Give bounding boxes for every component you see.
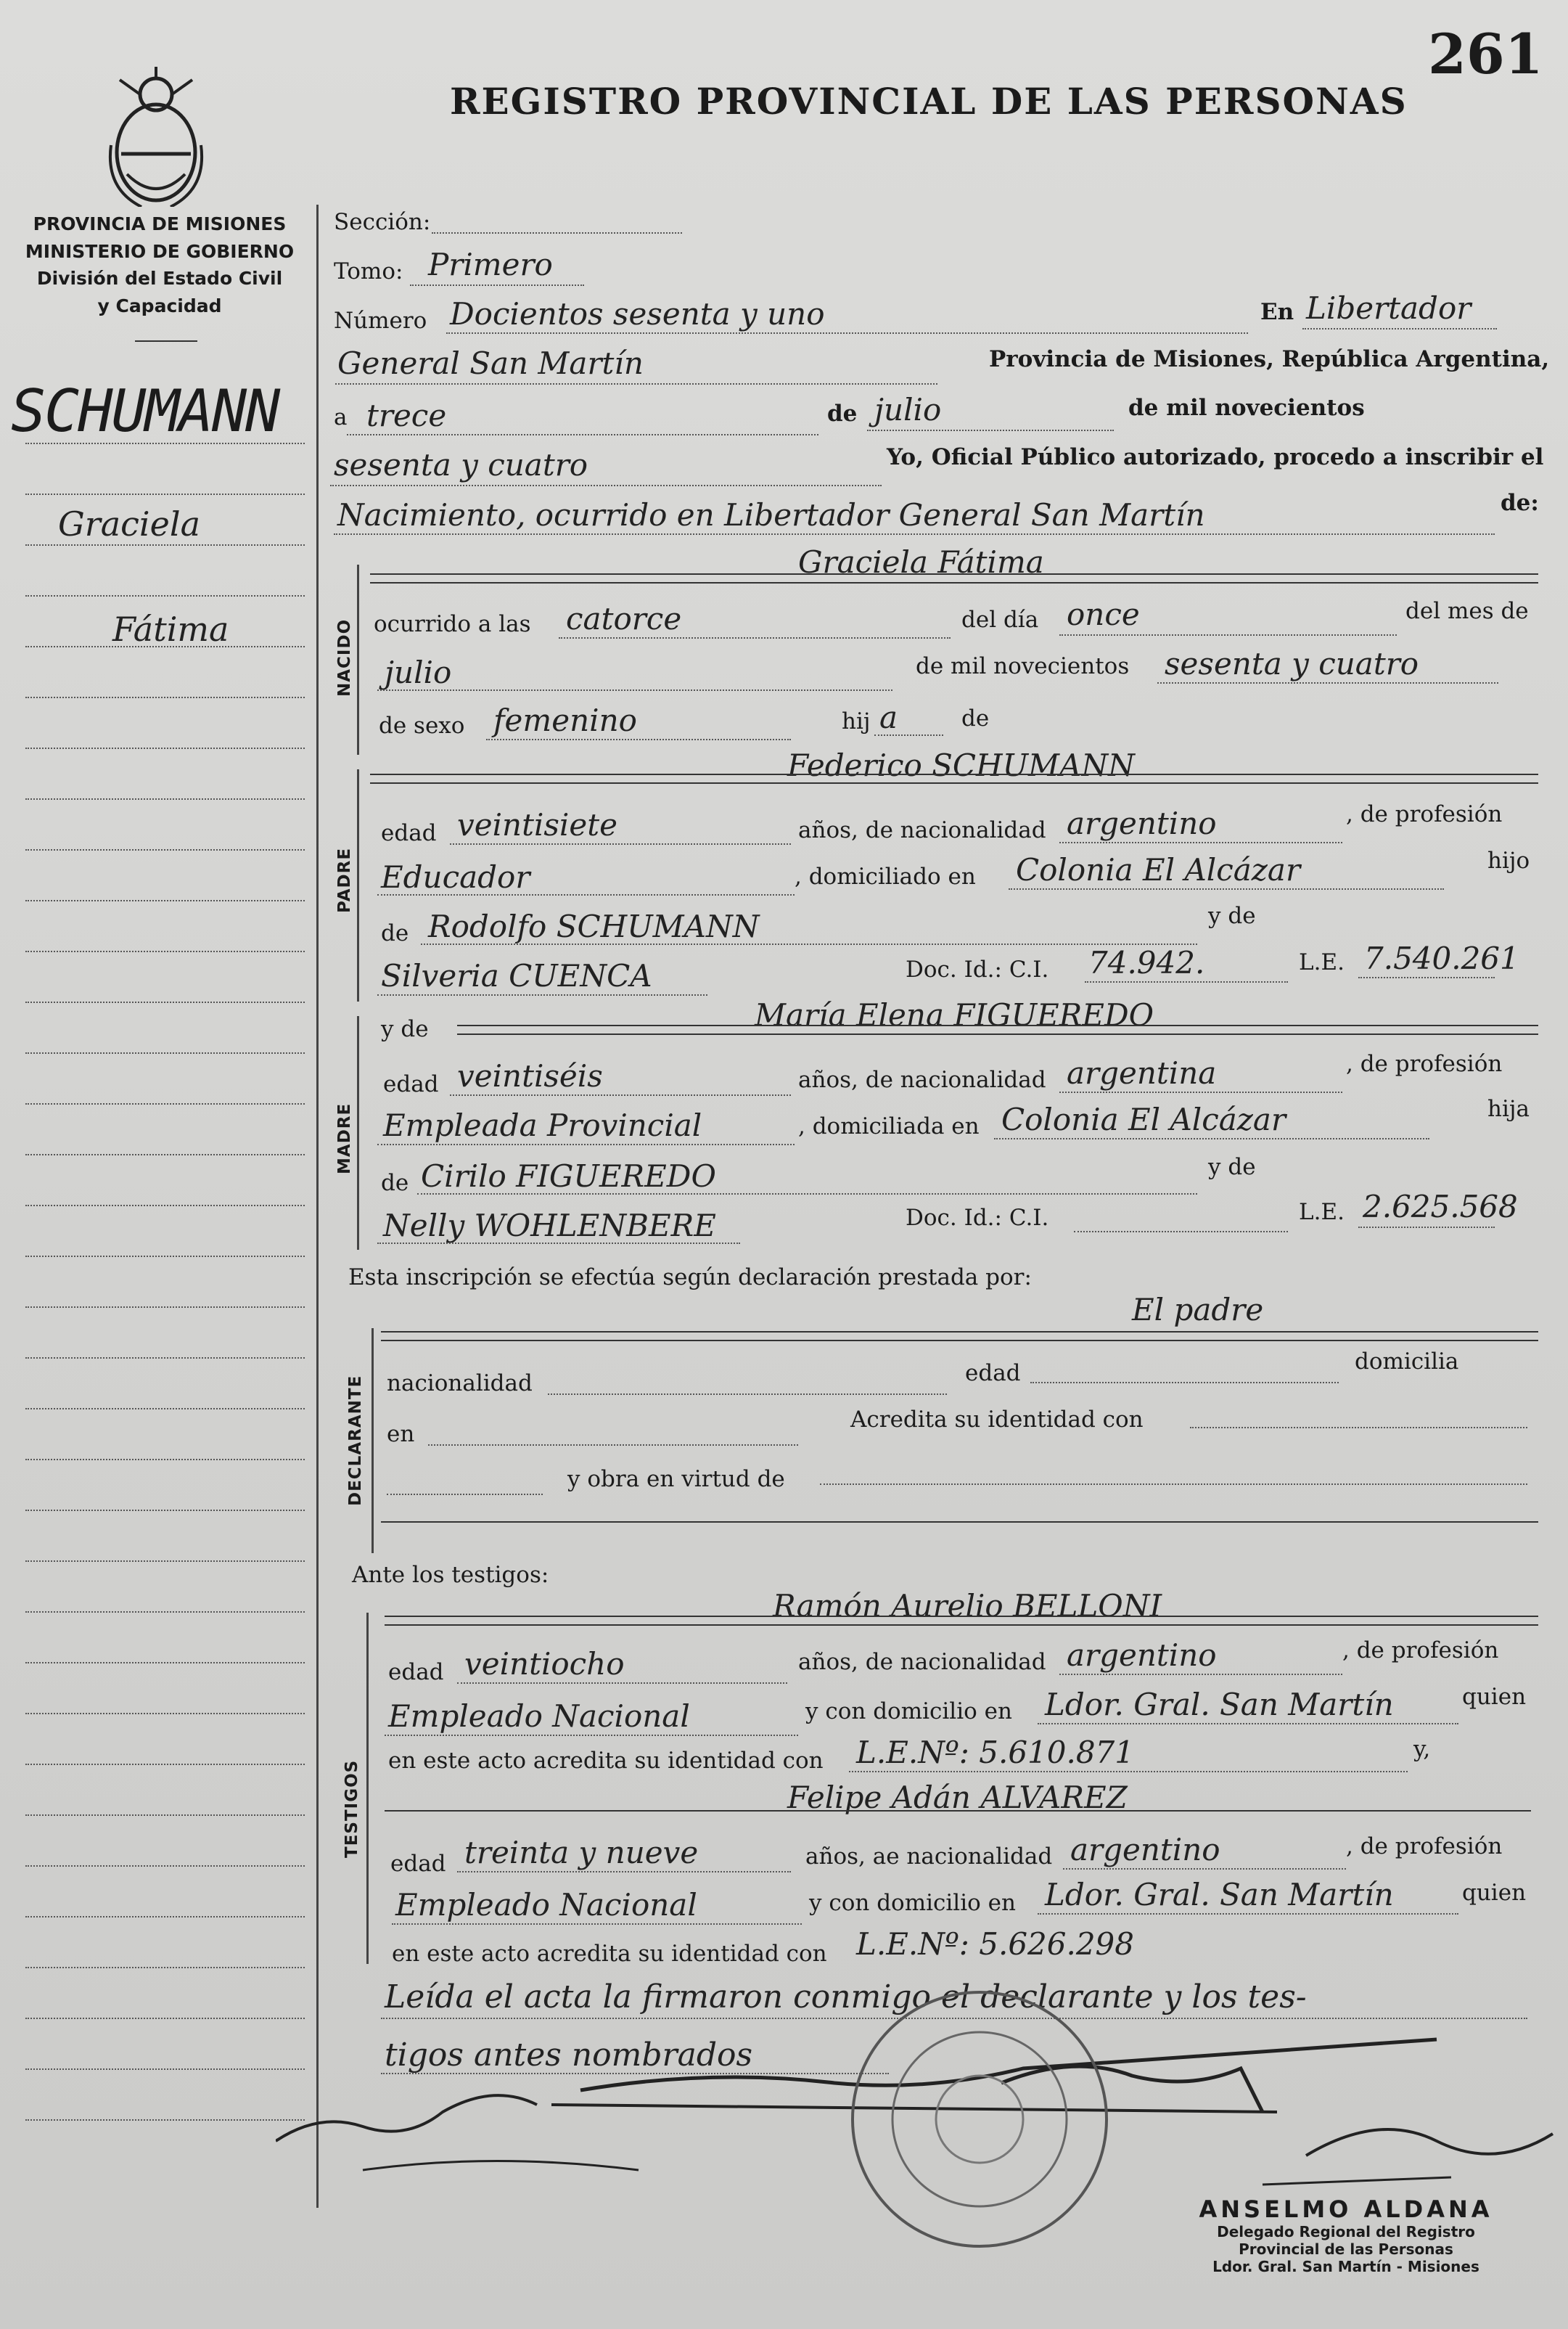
margin-ruling-line: [25, 1002, 305, 1003]
testigo-1-domicilio: Ldor. Gral. San Martín: [1045, 1687, 1394, 1722]
madre-nacionalidad-value: argentina: [1067, 1055, 1217, 1091]
sexo-value: femenino: [493, 703, 637, 738]
official-title-3: Ldor. Gral. San Martín - Misiones: [1212, 2258, 1479, 2275]
de-label-2: de: [961, 705, 990, 732]
margin-first-name: Graciela: [58, 504, 200, 544]
testigo-2-nacionalidad-label: años, ae nacionalidad: [805, 1843, 1053, 1870]
margin-ruling-line: [25, 544, 305, 546]
testigo-2-nacionalidad: argentino: [1070, 1832, 1220, 1867]
margin-ruling-line: [25, 1154, 305, 1155]
padre-bracket: [357, 769, 359, 1002]
margin-ruling-line: [25, 1916, 305, 1917]
en-value-continued: General San Martín: [337, 345, 644, 381]
margin-ruling-line: [25, 1205, 305, 1206]
inscripcion-text: Esta inscripción se efectúa según declaración prestada por:: [348, 1264, 1032, 1290]
testigo-1-profesion-label: , de profesión: [1342, 1637, 1499, 1663]
testigo-1-doc: L.E.Nº: 5.610.871: [856, 1735, 1135, 1770]
madre-side-label: MADRE: [335, 1102, 354, 1174]
madre-bracket: [357, 1016, 359, 1250]
madre-nacionalidad-label: años, de nacionalidad: [798, 1067, 1046, 1093]
declarante-domicilia-label: domicilia: [1355, 1348, 1459, 1375]
declarante-obra-label: y obra en virtud de: [567, 1466, 785, 1492]
testigo-1-nombre: Ramón Aurelio BELLONI: [773, 1588, 1162, 1624]
margin-ruling-line: [25, 1408, 305, 1409]
testigo-1-acredita-label: en este acto acredita su identidad con: [388, 1748, 824, 1774]
cierre-line-2: tigos antes nombrados: [385, 2037, 753, 2074]
testigo-1-quien-label: quien: [1462, 1684, 1527, 1710]
issuer-line-1: PROVINCIA DE MISIONES: [33, 213, 287, 234]
testigos-side-label: TESTIGOS: [342, 1759, 361, 1858]
margin-ruling-line: [25, 1967, 305, 1968]
margin-ruling-line: [25, 2018, 305, 2019]
tomo-label: Tomo:: [334, 258, 403, 285]
nacido-nombre: Graciela Fátima: [798, 544, 1044, 580]
margin-ruling-line: [25, 1052, 305, 1054]
yo-oficial-text: Yo, Oficial Público autorizado, procedo a inscribir el: [887, 444, 1544, 470]
mil-novecientos-label: de mil novecientos: [1128, 395, 1365, 421]
margin-ruling-line: [25, 1662, 305, 1663]
de-colon-label: de:: [1501, 490, 1539, 516]
declarante-nacionalidad-label: nacionalidad: [387, 1370, 533, 1396]
padre-de-label: de: [381, 920, 409, 946]
margin-ruling-line: [25, 494, 305, 495]
padre-nombre: Federico SCHUMANN: [787, 748, 1135, 783]
dia-nac-value: once: [1067, 597, 1140, 632]
declarante-value: El padre: [1132, 1292, 1264, 1327]
padre-side-label: PADRE: [335, 847, 354, 913]
madre-edad-label: edad: [383, 1071, 439, 1097]
issuer-line-2: MINISTERIO DE GOBIERNO: [25, 240, 295, 262]
margin-second-name: Fátima: [112, 610, 229, 649]
margin-ruling-line: [25, 1256, 305, 1257]
nacido-bracket: [357, 565, 359, 755]
hij-label: hij: [842, 708, 871, 734]
margin-ruling-line: [25, 798, 305, 800]
margin-ruling-line: [25, 1560, 305, 1562]
testigo-2-edad: treinta y nueve: [464, 1835, 699, 1870]
y-de-madre-label: y de: [381, 1016, 429, 1042]
madre-domicilio-label: , domiciliada en: [798, 1113, 980, 1139]
margin-ruling-line: [25, 2068, 305, 2070]
official-stamp: [1168, 2195, 1524, 2275]
testigo-1-domicilio-label: y con domicilio en: [805, 1698, 1012, 1724]
dia-value: trece: [366, 398, 447, 433]
abuelo-paterno: Rodolfo SCHUMANN: [428, 909, 760, 944]
abuela-materna: Nelly WOHLENBERE: [383, 1208, 716, 1243]
nacido-side-label: NACIDO: [335, 618, 354, 697]
margin-ruling-line: [25, 443, 305, 444]
padre-profesion-value: Educador: [381, 859, 530, 895]
declarante-bracket: [372, 1328, 374, 1553]
issuer-block: [11, 210, 308, 319]
margin-ruling-line: [25, 1510, 305, 1511]
padre-nacionalidad-value: argentino: [1067, 806, 1217, 841]
padre-domicilio-label: , domiciliado en: [795, 864, 976, 890]
madre-edad-value: veintiséis: [457, 1058, 603, 1094]
margin-ruling-line: [25, 1865, 305, 1867]
numero-label: Número: [334, 308, 427, 334]
madre-nombre: María Elena FIGUEREDO: [755, 997, 1154, 1033]
testigo-2-doc: L.E.Nº: 5.626.298: [856, 1926, 1135, 1962]
testigo-1-edad-label: edad: [388, 1659, 444, 1685]
testigo-2-edad-label: edad: [390, 1851, 446, 1877]
madre-profesion-label: , de profesión: [1346, 1051, 1503, 1077]
madre-doc-label: Doc. Id.: C.I.: [906, 1205, 1049, 1231]
en-label: En: [1260, 299, 1294, 325]
margin-ruling-line: [25, 900, 305, 901]
margin-ruling-line: [25, 595, 305, 597]
coat-of-arms-icon: [105, 65, 207, 207]
testigo-1-nacionalidad: argentino: [1067, 1637, 1217, 1673]
testigo-2-profesion-label: , de profesión: [1346, 1833, 1503, 1859]
sexo-label: de sexo: [379, 713, 465, 739]
testigos-intro: Ante los testigos:: [352, 1562, 549, 1588]
a-label: a: [334, 404, 348, 430]
anio-nac-value: sesenta y cuatro: [1165, 646, 1419, 681]
testigo-2-domicilio-label: y con domicilio en: [809, 1890, 1016, 1916]
madre-y-de-label: y de: [1208, 1154, 1256, 1180]
de-label-1: de: [827, 401, 858, 427]
margin-divider: [316, 205, 319, 2208]
declarante-edad-label: edad: [965, 1360, 1021, 1386]
padre-profesion-label: , de profesión: [1346, 801, 1503, 827]
official-name: ANSELMO ALDANA: [1199, 2195, 1493, 2223]
testigo-2-quien-label: quien: [1462, 1880, 1527, 1906]
testigos-bracket: [366, 1613, 369, 1964]
padre-doc-label: Doc. Id.: C.I.: [906, 957, 1049, 983]
margin-ruling-line: [25, 748, 305, 749]
testigo-2-acredita-label: en este acto acredita su identidad con: [392, 1941, 827, 1967]
margin-ruling-line: [25, 1306, 305, 1308]
testigo-1-nacionalidad-label: años, de nacionalidad: [798, 1649, 1046, 1675]
margin-ruling-line: [25, 1713, 305, 1714]
testigo-2-domicilio: Ldor. Gral. San Martín: [1045, 1877, 1394, 1912]
official-title-2: Provincial de las Personas: [1239, 2240, 1453, 2258]
del-dia-label: del día: [961, 607, 1039, 633]
acto-value: Nacimiento, ocurrido en Libertador General San Martín: [337, 497, 1205, 533]
cierre-line-1: Leída el acta la firmaron conmigo el declarante y los tes-: [385, 1978, 1307, 2015]
margin-surname: SCHUMANN: [11, 377, 279, 445]
madre-profesion-value: Empleada Provincial: [383, 1108, 702, 1143]
ocurrido-label: ocurrido a las: [374, 611, 531, 637]
padre-edad-value: veintisiete: [457, 807, 617, 843]
madre-de-label: de: [381, 1170, 409, 1196]
padre-edad-label: edad: [381, 820, 437, 846]
hora-value: catorce: [566, 601, 682, 637]
mes-value: julio: [874, 392, 942, 427]
margin-ruling-line: [25, 1611, 305, 1613]
padre-le-value: 7.540.261: [1364, 941, 1519, 976]
anio-value: sesenta y cuatro: [334, 447, 588, 483]
margin-ruling-line: [25, 1764, 305, 1765]
abuela-paterna: Silveria CUENCA: [381, 958, 652, 994]
testigo-2-nombre: Felipe Adán ALVAREZ: [787, 1780, 1128, 1815]
madre-hija-label: hija: [1487, 1096, 1530, 1122]
declarante-en-label: en: [387, 1421, 415, 1447]
madre-le-label: L.E.: [1299, 1199, 1345, 1225]
padre-le-label: L.E.: [1299, 949, 1345, 975]
margin-ruling-line: [25, 2119, 305, 2121]
official-seal: [842, 1981, 1117, 2257]
numero-value: Docientos sesenta y uno: [450, 296, 825, 332]
seccion-label: Sección:: [334, 209, 431, 235]
margin-ruling-line: [25, 849, 305, 851]
abuelo-materno: Cirilo FIGUEREDO: [421, 1158, 716, 1194]
margin-ruling-line: [25, 1357, 305, 1359]
testigo-1-profesion: Empleado Nacional: [388, 1698, 690, 1734]
testigo-y-label: y,: [1413, 1736, 1431, 1762]
mil-novecientos-label-2: de mil novecientos: [916, 653, 1130, 679]
margin-ruling-line: [25, 1459, 305, 1460]
testigo-2-profesion: Empleado Nacional: [395, 1887, 697, 1923]
issuer-line-3: División del Estado Civil: [36, 268, 283, 289]
provincia-text: Provincia de Misiones, República Argentina,: [989, 346, 1550, 372]
del-mes-label: del mes de: [1405, 598, 1529, 624]
mes-nac-value: julio: [385, 655, 452, 690]
margin-ruling-line: [25, 646, 305, 647]
madre-domicilio-value: Colonia El Alcázar: [1001, 1102, 1286, 1137]
margin-ruling-line: [25, 951, 305, 952]
margin-ruling-line: [25, 1103, 305, 1105]
declarante-side-label: DECLARANTE: [346, 1375, 365, 1506]
margin-ruling-line: [25, 1814, 305, 1816]
official-title-1: Delegado Regional del Registro: [1217, 2223, 1475, 2240]
en-value: Libertador: [1306, 290, 1471, 326]
madre-le-value: 2.625.568: [1363, 1189, 1518, 1224]
declarante-acredita-label: Acredita su identidad con: [850, 1407, 1144, 1433]
padre-domicilio-value: Colonia El Alcázar: [1016, 852, 1301, 888]
testigo-1-edad: veintiocho: [464, 1646, 625, 1682]
padre-hijo-label: hijo: [1487, 848, 1530, 874]
padre-y-de-label: y de: [1208, 903, 1256, 929]
margin-ruling-line: [25, 697, 305, 698]
issuer-line-4: y Capacidad: [97, 295, 222, 316]
padre-ci-value: 74.942.: [1088, 945, 1205, 981]
tomo-value: Primero: [428, 247, 553, 282]
padre-nacionalidad-label: años, de nacionalidad: [798, 817, 1046, 843]
hij-suffix: a: [879, 700, 898, 735]
document-title: REGISTRO PROVINCIAL DE LAS PERSONAS: [450, 80, 1408, 123]
folio-number: 261: [1428, 22, 1543, 86]
